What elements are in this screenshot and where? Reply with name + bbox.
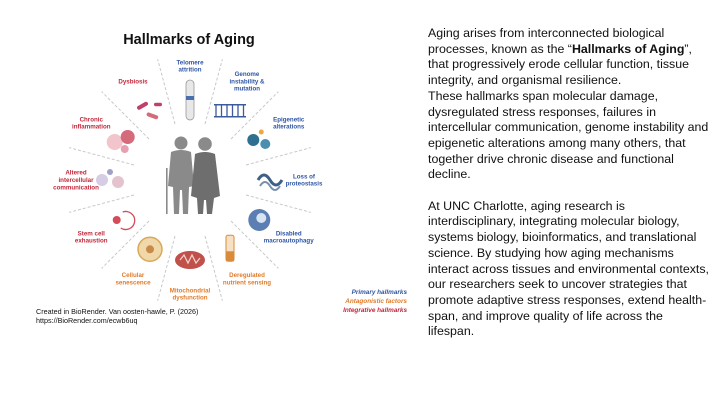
biorender-credit [36, 307, 276, 325]
senescent-cell-icon [138, 237, 162, 261]
hallmark-label [118, 78, 148, 85]
legend-primary: Primary hallmarks [351, 289, 407, 296]
hallmark-label [273, 116, 305, 130]
divider-line [158, 59, 175, 124]
nucleosome-icon [247, 130, 270, 150]
hallmark-label [229, 71, 265, 93]
hallmark-label [115, 272, 151, 286]
mitochondrion-icon [175, 251, 205, 269]
hallmark-label-line: dysfunction [172, 294, 208, 302]
hallmark-label-line: macroautophagy [263, 237, 314, 245]
hallmark-label-line: Chronic [79, 116, 103, 124]
stem-cell-icon [113, 211, 135, 229]
hallmark-label-line: Epigenetic [273, 116, 305, 124]
hallmark-label-line: Stem cell [77, 230, 105, 238]
vial-icon [226, 235, 234, 261]
hallmark-label [223, 272, 271, 286]
hallmark-label [72, 116, 111, 130]
hallmark-label-line: communication [53, 184, 99, 192]
hallmark-label [53, 170, 99, 192]
hallmark-label-line: inflammation [72, 123, 111, 131]
p1-tail: ”, that progressively erode cellular function, tissue integrity, and organismal resilience. [428, 41, 692, 88]
bacteria-icon [136, 101, 162, 120]
diagram-title: Hallmarks of Aging [123, 32, 255, 48]
hallmark-label-line: intercellular [58, 177, 94, 184]
hallmark-label-line: alterations [273, 123, 305, 131]
hallmark-label-line: Loss of [292, 173, 316, 181]
divider-line [205, 59, 222, 124]
hallmarks-diagram [0, 0, 420, 330]
paragraph-2: At UNC Charlotte, aging research is interdisciplinary, integrating molecular biology, systems biology, bioinformatics, and translational science. By studying how aging mechanisms interact across tissues and environmental contexts, our researchers seek to uncover strategies that promote adaptive stress responses, extend health-span, and improve quality of life across the lifespan. [428, 198, 709, 339]
paragraph-1 [428, 26, 710, 89]
hallmark-label-line: Dysbiosis [118, 78, 148, 86]
autophagosome-icon [248, 209, 270, 231]
hallmark-label-line: Genome [234, 70, 260, 78]
hallmark-label [286, 173, 323, 187]
credit-line-2: https://BioRender.com/ecwb6uq [36, 316, 138, 325]
hallmark-label-line: Deregulated [229, 272, 265, 280]
immune-cells-icon [107, 130, 135, 153]
protein-aggregate-icon [258, 175, 282, 190]
hallmark-label-line: exhaustion [74, 237, 108, 245]
divider-line [69, 195, 134, 212]
elderly-couple-icon [166, 137, 220, 215]
hallmark-label [75, 230, 108, 244]
hallmark-label-line: Altered [65, 169, 87, 177]
hallmark-label [264, 230, 314, 244]
paragraph-1b: These hallmarks span molecular damage, dysregulated stress responses, failures in intercellular communication, genome instability and epigenetic alterations among many others, that together drive chronic disease and functional decline. [428, 88, 709, 182]
description-text [428, 26, 710, 340]
legend-antagonistic: Antagonistic factors [345, 298, 407, 305]
legend-integrative: Integrative hallmarks [343, 307, 407, 314]
hallmark-label-line: senescence [115, 279, 151, 287]
p1-lead: Aging arises from interconnected biological processes, known as the “ [428, 26, 665, 56]
cell-signaling-icon [96, 169, 124, 188]
credit-line-1: Created in BioRender. Van oosten-hawle, P. (2026) [36, 307, 199, 316]
hallmark-label-line: nutrient sensing [222, 279, 272, 287]
hallmark-label-line: proteostasis [285, 180, 323, 188]
p1-bold-term: Hallmarks of Aging [571, 41, 685, 56]
hallmark-label-line: Telomere [176, 59, 204, 67]
hallmark-label-line: Mitochondrial [169, 287, 211, 295]
dna-icon [214, 105, 246, 117]
divider-line [246, 148, 311, 165]
legend [343, 289, 407, 314]
hallmark-label-line: instability & [229, 78, 265, 86]
hallmark-label [176, 59, 204, 73]
hallmark-label [170, 287, 211, 301]
hallmark-label-line: mutation [233, 85, 261, 93]
hallmark-label-line: Disabled [275, 230, 302, 238]
hallmark-label-line: attrition [178, 66, 202, 74]
hallmark-label-line: Cellular [121, 272, 145, 280]
chromosome-icon [186, 80, 194, 120]
